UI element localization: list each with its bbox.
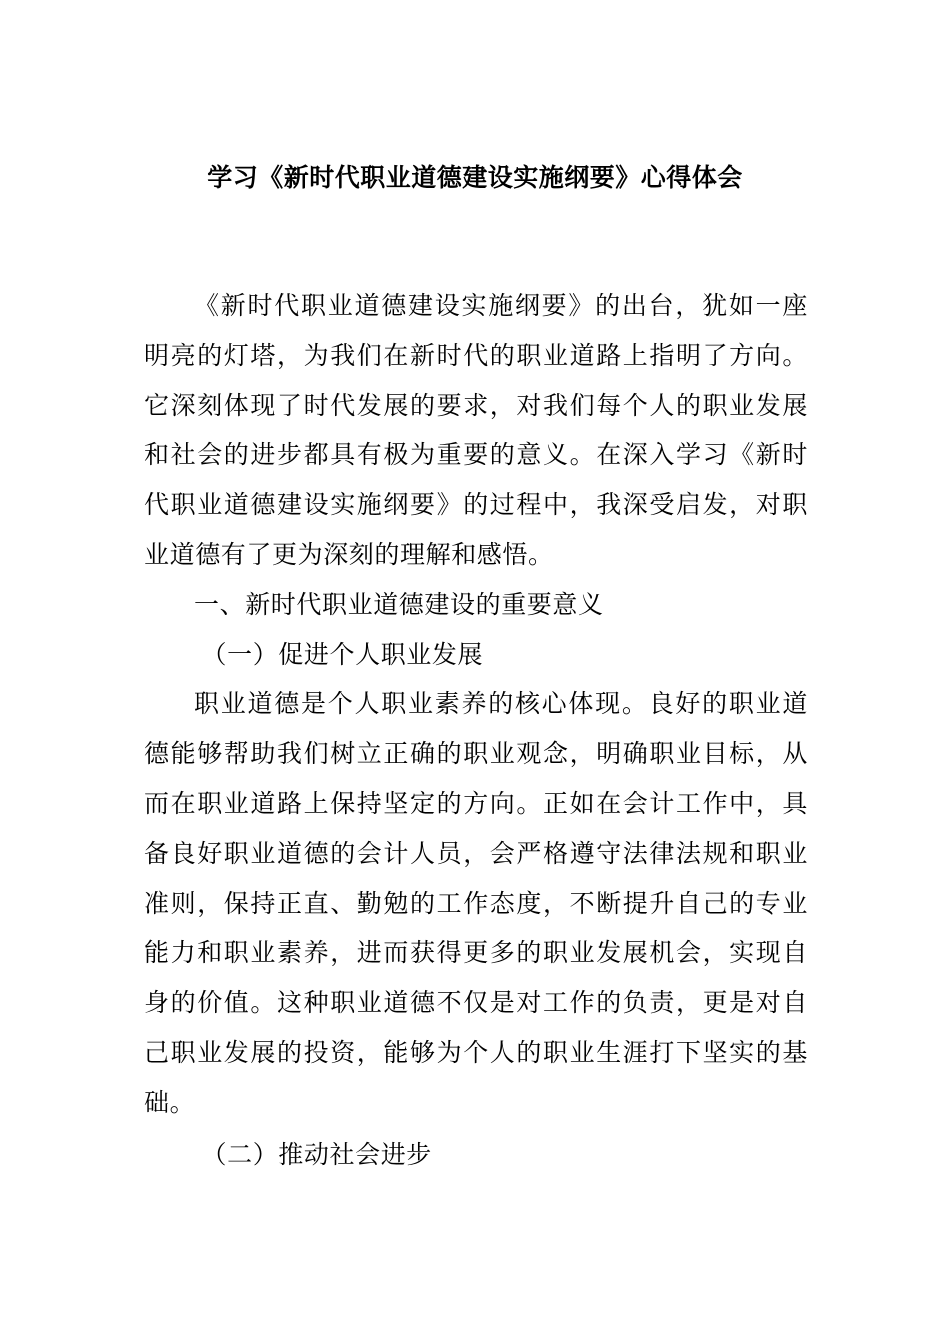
document-body — [144, 281, 808, 1179]
subsection-paragraph-1: 职业道德是个人职业素养的核心体现。良好的职业道德能够帮助我们树立正确的职业观念，明确职业目标，从而在职业道路上保持坚定的方向。正如在会计工作中，具备良好职业道德的会计人员，会严格遵守法律法规和职业准则，保持正直、勤勉的工作态度，不断提升自己的专业能力和职业素养，进而获得更多的职业发展机会，实现自身的价值。这种职业道德不仅是对工作的负责，更是对自己职业发展的投资，能够为个人的职业生涯打下坚实的基础。 — [144, 689, 808, 1117]
document-title: 学习《新时代职业道德建设实施纲要》心得体会 — [207, 163, 743, 192]
section-heading-1: 一、新时代职业道德建设的重要意义 — [194, 589, 604, 619]
intro-paragraph: 《新时代职业道德建设实施纲要》的出台，犹如一座明亮的灯塔，为我们在新时代的职业道路上指明了方向。它深刻体现了时代发展的要求，对我们每个人的职业发展和社会的进步都具有极为重要的意义。在深入学习《新时代职业道德建设实施纲要》的过程中，我深受启发，对职业道德有了更为深刻的理解和感悟。 — [144, 291, 808, 569]
subsection-heading-2: （二）推动社会进步 — [201, 1139, 432, 1169]
subsection-heading-1: （一）促进个人职业发展 — [201, 639, 484, 669]
